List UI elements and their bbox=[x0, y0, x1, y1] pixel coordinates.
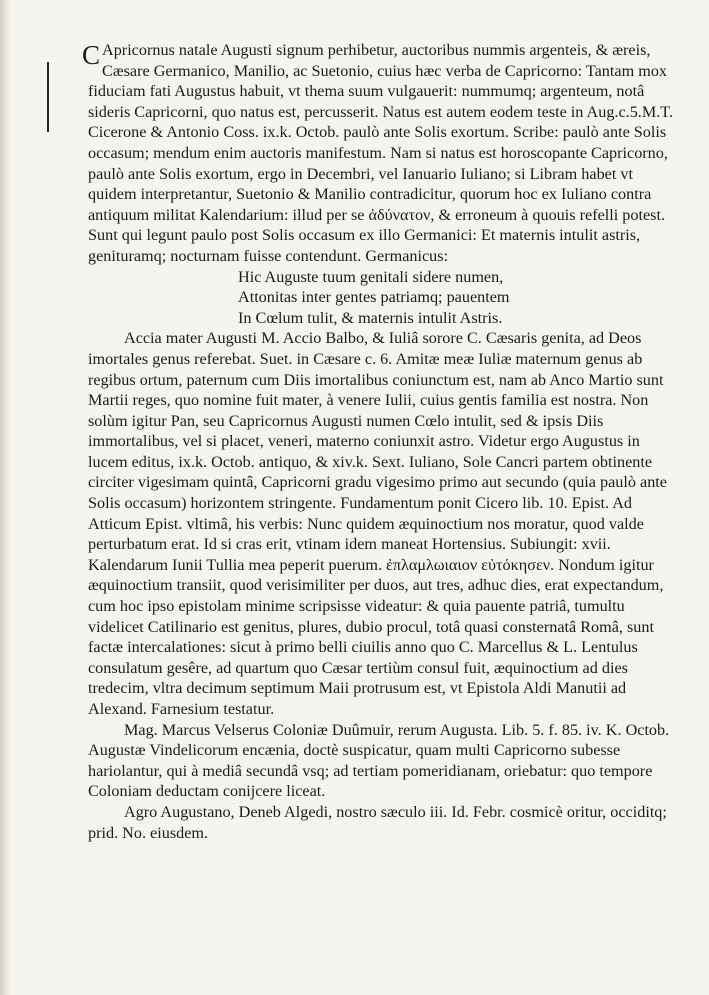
paragraph-2: Accia mater Augusti M. Accio Balbo, & Iuliâ sorore C. Cæsaris genita, ad Deos imortales genus referebat. Suet. in Cæsare c. 6. Amitæ meæ Iuliæ maternum genus ab regibus ortum, paternum cum Diis imortalibus coniunctum est, nam ab Anco Martio sunt Martii reges, quo nomine fuit mater, à venere Iulii, cuius gentis familia est nostra. Non solùm igitur Pan, seu Capricornus Augusti numen Cœlo intulit, sed & ipsis Diis immortalibus, vel si placet, veneri, materno coniunxit astro. Videtur ergo Augustus in lucem editus, ix.k. Octob. antiquo, & xiv.k. Sext. Iuliano, Sole Cancri partem obtinente circiter vigesimam quintâ, Capricorni gradu vigesimo primo aut secundo (quia paulò ante Solis occasum) horizontem stringente. Fundamentum ponit Cicero lib. 10. Epist. Ad Atticum Epist. vltimâ, his verbis: Nunc quidem æquinoctium nos moratur, quod valde perturbatum erat. Id si cras erit, vtinam idem maneat Hortensius. Subiungit: xvii. Kalendarum Iunii Tullia mea peperit puerum. ἐπλαμλωιαιον εὐτόκησεν. Nondum igitur æquinoctium transiit, quod verisimiliter per duos, aut tres, adhuc dies, erat expectandum, cum hoc ipso epistolam minime scripsisse videatur: & quia pauente patriâ, tumultu videlicet Catilinario est genitus, plures, dubio procul, totâ quasi consternatâ Româ, sunt factæ intercalationes: sicut à primo belli ciuilis anno quo C. Marcellus & L. Lentulus consulatum gesêre, ad quartum quo Cæsar tertiùm consul fuit, æquinoctium ad dies tredecim, vltra decimum septimum Maii protrusum est, vt Epistola Aldi Manutii ad Alexand. Farnesium testatur. bbox=[88, 329, 667, 718]
verse-line-1: Hic Auguste tuum genitali sidere numen, bbox=[238, 267, 504, 286]
paragraph-4: Agro Augustano, Deneb Algedi, nostro sæculo iii. Id. Febr. cosmicè oritur, occiditq; prid. No. eiusdem. bbox=[88, 802, 667, 842]
paragraph-3: Mag. Marcus Velserus Coloniæ Duûmuir, rerum Augusta. Lib. 5. f. 85. iv. K. Octob. Augustæ Vindelicorum encænia, doctè suspicatur, quam multi Capricorno subesse hariolantur, qui à mediâ secundâ vsq; ad tertiam pomeridianam, oriebatur: quo tempore Coloniam deductam conijcere liceat. bbox=[88, 720, 670, 801]
verse-line-3: In Cœlum tulit, & maternis intulit Astris. bbox=[238, 308, 503, 327]
text-block bbox=[82, 40, 678, 843]
margin-rule bbox=[47, 62, 49, 132]
paragraph-1 bbox=[82, 40, 678, 267]
drop-initial: C bbox=[82, 40, 101, 70]
verse-line-2: Attonitas inter gentes patriamq; pauentem bbox=[238, 288, 510, 307]
paragraph-1-text: Apricornus natale Augusti signum perhibetur, auctoribus nummis argenteis, & æreis, Cæsare Germanico, Manilio, ac Suetonio, cuius hæc verba de Capricorno: Tantam mox fiduciam fati Augustus habuit, vt thema suum vulgauerit: nummumq; argenteum, notâ sideris Capricorni, quo natus est, percusserit. Natus est autem eodem teste in Aug.c.5.M.T. Cicerone & Antonio Coss. ix.k. Octob. paulò ante Solis exortum. Scribe: paulò ante Solis occasum; mendum enim auctoris manifestum. Nam si natus est horoscopante Capricorno, paulò ante Solis exortum, ergo in Decembri, vel Ianuario Iuliano; si Libram habet vt quidem interpretantur, Suetonio & Manilio contradicitur, quorum hoc ex Iuliano contra antiquum militat Kalendarium: illud per se ἀδύνατον, & erroneum à quouis refelli potest. Sunt qui legunt paulo post Solis occasum ex illo Germanici: Et maternis intulit astris, genituramq; nocturnam fuisse contendunt. Germanicus: bbox=[88, 41, 674, 265]
binding-shadow bbox=[0, 0, 10, 995]
